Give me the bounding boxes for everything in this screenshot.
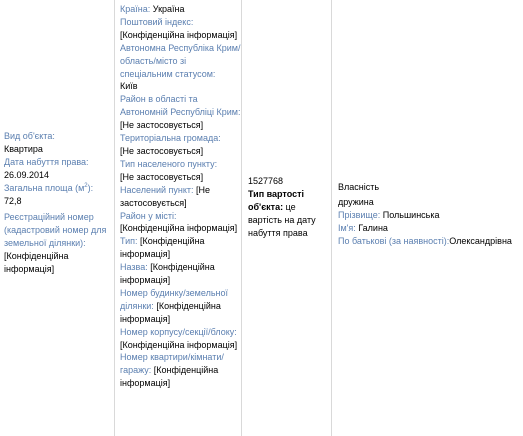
apartment-row: Номер квартири/кімнати/гаражу: [Конфіденційна інформація] (120, 352, 224, 389)
object-info (4, 130, 112, 276)
registration-number-label: Реєстраційний номер (кадастровий номер для земельної ділянки): (4, 212, 107, 249)
ownership-type: Власність (338, 182, 380, 192)
value-amount: 1527768 (248, 176, 284, 186)
value-cell (241, 0, 332, 436)
address-info (120, 3, 241, 390)
settlement-row: Населений пункт: [Не застосовується] (120, 184, 211, 208)
value-type-row: Тип вартості об'єкта: це вартість на дату набуття права (248, 188, 316, 238)
street-type-row: Тип: [Конфіденційна інформація] (120, 236, 205, 260)
settlement-type-row: Тип населеного пункту: [Не застосовується] (120, 158, 218, 182)
district-row: Район в області та Автономній Республіці Крим: [Не застосовується] (120, 94, 241, 131)
building-row: Номер будинку/земельної ділянки: [Конфіденційна інформація] (120, 287, 228, 324)
acquired-date-value: 26.09.2014 (4, 169, 50, 180)
owner-info (338, 181, 523, 248)
registration-number-value: [Конфіденційна інформація] (4, 251, 69, 275)
first-name-row: Ім'я: Галина (338, 222, 388, 233)
country-row: Країна: Україна (120, 4, 185, 14)
surname-row: Прізвище: Польшинська (338, 209, 440, 220)
region-row: Автономна Республіка Крим/область/місто зі спеціальним статусом: Київ (120, 42, 241, 92)
object-type-value: Квартира (4, 143, 43, 154)
street-name-row: Назва: [Конфіденційна інформація] (120, 262, 215, 286)
owner-relation: дружина (338, 196, 374, 207)
object-type-label: Вид об'єкта: (4, 131, 55, 141)
community-row: Територіальна громада: [Не застосовується] (120, 133, 221, 156)
owner-cell (331, 0, 523, 436)
postal-row: Поштовий індекс: [Конфіденційна інформація] (120, 16, 238, 40)
total-area-value: 72,8 (4, 195, 22, 206)
city-district-row: Район у місті: [Конфіденційна інформація] (120, 210, 238, 234)
block-row: Номер корпусу/секції/блоку: [Конфіденційна інформація] (120, 326, 238, 350)
acquired-date-label: Дата набуття права: (4, 156, 89, 167)
patronymic-row: По батькові (за наявності):Олександрівна (338, 235, 512, 246)
object-info-cell (0, 0, 114, 436)
value-info (248, 175, 330, 240)
total-area-label: Загальна площа $(м^2)$: (4, 182, 94, 193)
address-cell (114, 0, 242, 436)
